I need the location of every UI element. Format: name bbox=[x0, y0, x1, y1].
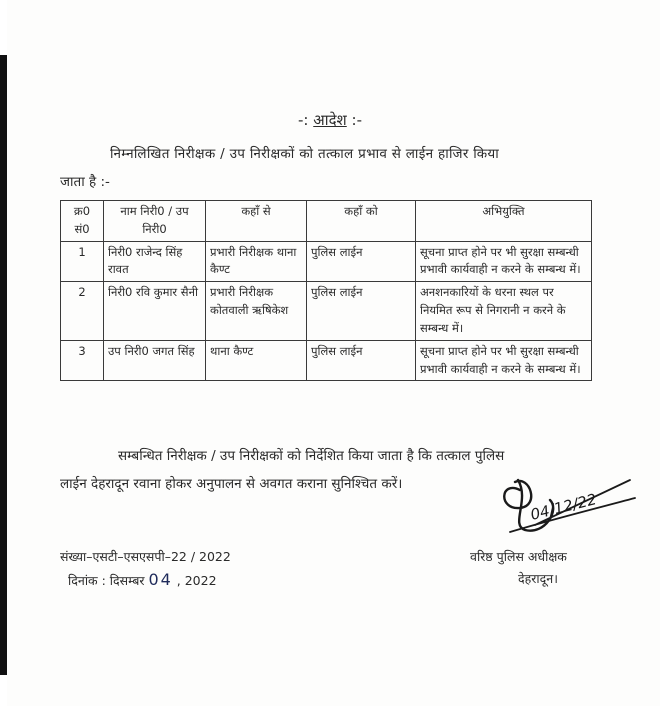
closing-line-1: सम्बन्धित निरीक्षक / उप निरीक्षकों को निर्देशित किया जाता है कि तत्काल पुलिस bbox=[118, 448, 505, 464]
cell-sno: 1 bbox=[61, 241, 104, 282]
handwritten-signature bbox=[490, 470, 640, 550]
cell-to: पुलिस लाईन bbox=[307, 282, 416, 340]
cell-from: प्रभारी निरीक्षक कोतवाली ऋषिकेश bbox=[206, 282, 307, 340]
table-row bbox=[61, 241, 592, 282]
header-to: कहाँ को bbox=[307, 201, 416, 242]
intro-line-2: जाता है :- bbox=[60, 174, 110, 190]
reference-number: संख्या–एसटी–एसएसपी–22 / 2022 bbox=[60, 549, 231, 564]
officer-title: वरिष्ठ पुलिस अधीक्षक bbox=[470, 549, 567, 564]
cell-remark: सूचना प्राप्त होने पर भी सुरक्षा सम्बन्धी प्रभावी कार्यवाही न करने के सम्बन्ध में। bbox=[416, 241, 592, 282]
left-edge-bar bbox=[0, 55, 7, 675]
transfer-table bbox=[60, 200, 592, 381]
date-label: दिनांक : दिसम्बर bbox=[68, 573, 145, 588]
cell-sno: 2 bbox=[61, 282, 104, 340]
date-day: 04 bbox=[148, 570, 173, 589]
header-name: नाम निरी0 / उप निरी0 bbox=[104, 201, 206, 242]
cell-sno: 3 bbox=[61, 340, 104, 381]
closing-line-2: लाईन देहरादून रवाना होकर अनुपालन से अवगत कराना सुनिश्चित करें। bbox=[60, 476, 403, 492]
intro-line-1: निम्नलिखित निरीक्षक / उप निरीक्षकों को तत्काल प्रभाव से लाईन हाजिर किया bbox=[110, 146, 500, 162]
officer-place: देहरादून। bbox=[518, 571, 558, 586]
heading-prefix: -: bbox=[298, 111, 309, 129]
table-row bbox=[61, 340, 592, 381]
cell-name: निरी0 रवि कुमार सैनी bbox=[104, 282, 206, 340]
cell-name: उप निरी0 जगत सिंह bbox=[104, 340, 206, 381]
cell-from: थाना कैण्ट bbox=[206, 340, 307, 381]
table-header-row bbox=[61, 201, 592, 242]
cell-remark: सूचना प्राप्त होने पर भी सुरक्षा सम्बन्धी प्रभावी कार्यवाही न करने के सम्बन्ध में। bbox=[416, 340, 592, 381]
signature-date: 04/12/22 bbox=[528, 490, 599, 524]
header-sno: क्र0 सं0 bbox=[61, 201, 104, 242]
order-heading bbox=[0, 110, 660, 130]
date-year: , 2022 bbox=[176, 573, 217, 588]
header-from: कहाँ से bbox=[206, 201, 307, 242]
cell-to: पुलिस लाईन bbox=[307, 340, 416, 381]
cell-remark: अनशनकारियों के धरना स्थल पर नियमित रूप से निगरानी न करने के सम्बन्ध में। bbox=[416, 282, 592, 340]
cell-from: प्रभारी निरीक्षक थाना कैण्ट bbox=[206, 241, 307, 282]
header-remark: अभियुक्ति bbox=[416, 201, 592, 242]
cell-name: निरी0 राजेन्द सिंह रावत bbox=[104, 241, 206, 282]
heading-suffix: :- bbox=[351, 111, 362, 129]
heading-word: आदेश bbox=[313, 111, 347, 129]
cell-to: पुलिस लाईन bbox=[307, 241, 416, 282]
table-row bbox=[61, 282, 592, 340]
reference-date bbox=[68, 570, 217, 589]
